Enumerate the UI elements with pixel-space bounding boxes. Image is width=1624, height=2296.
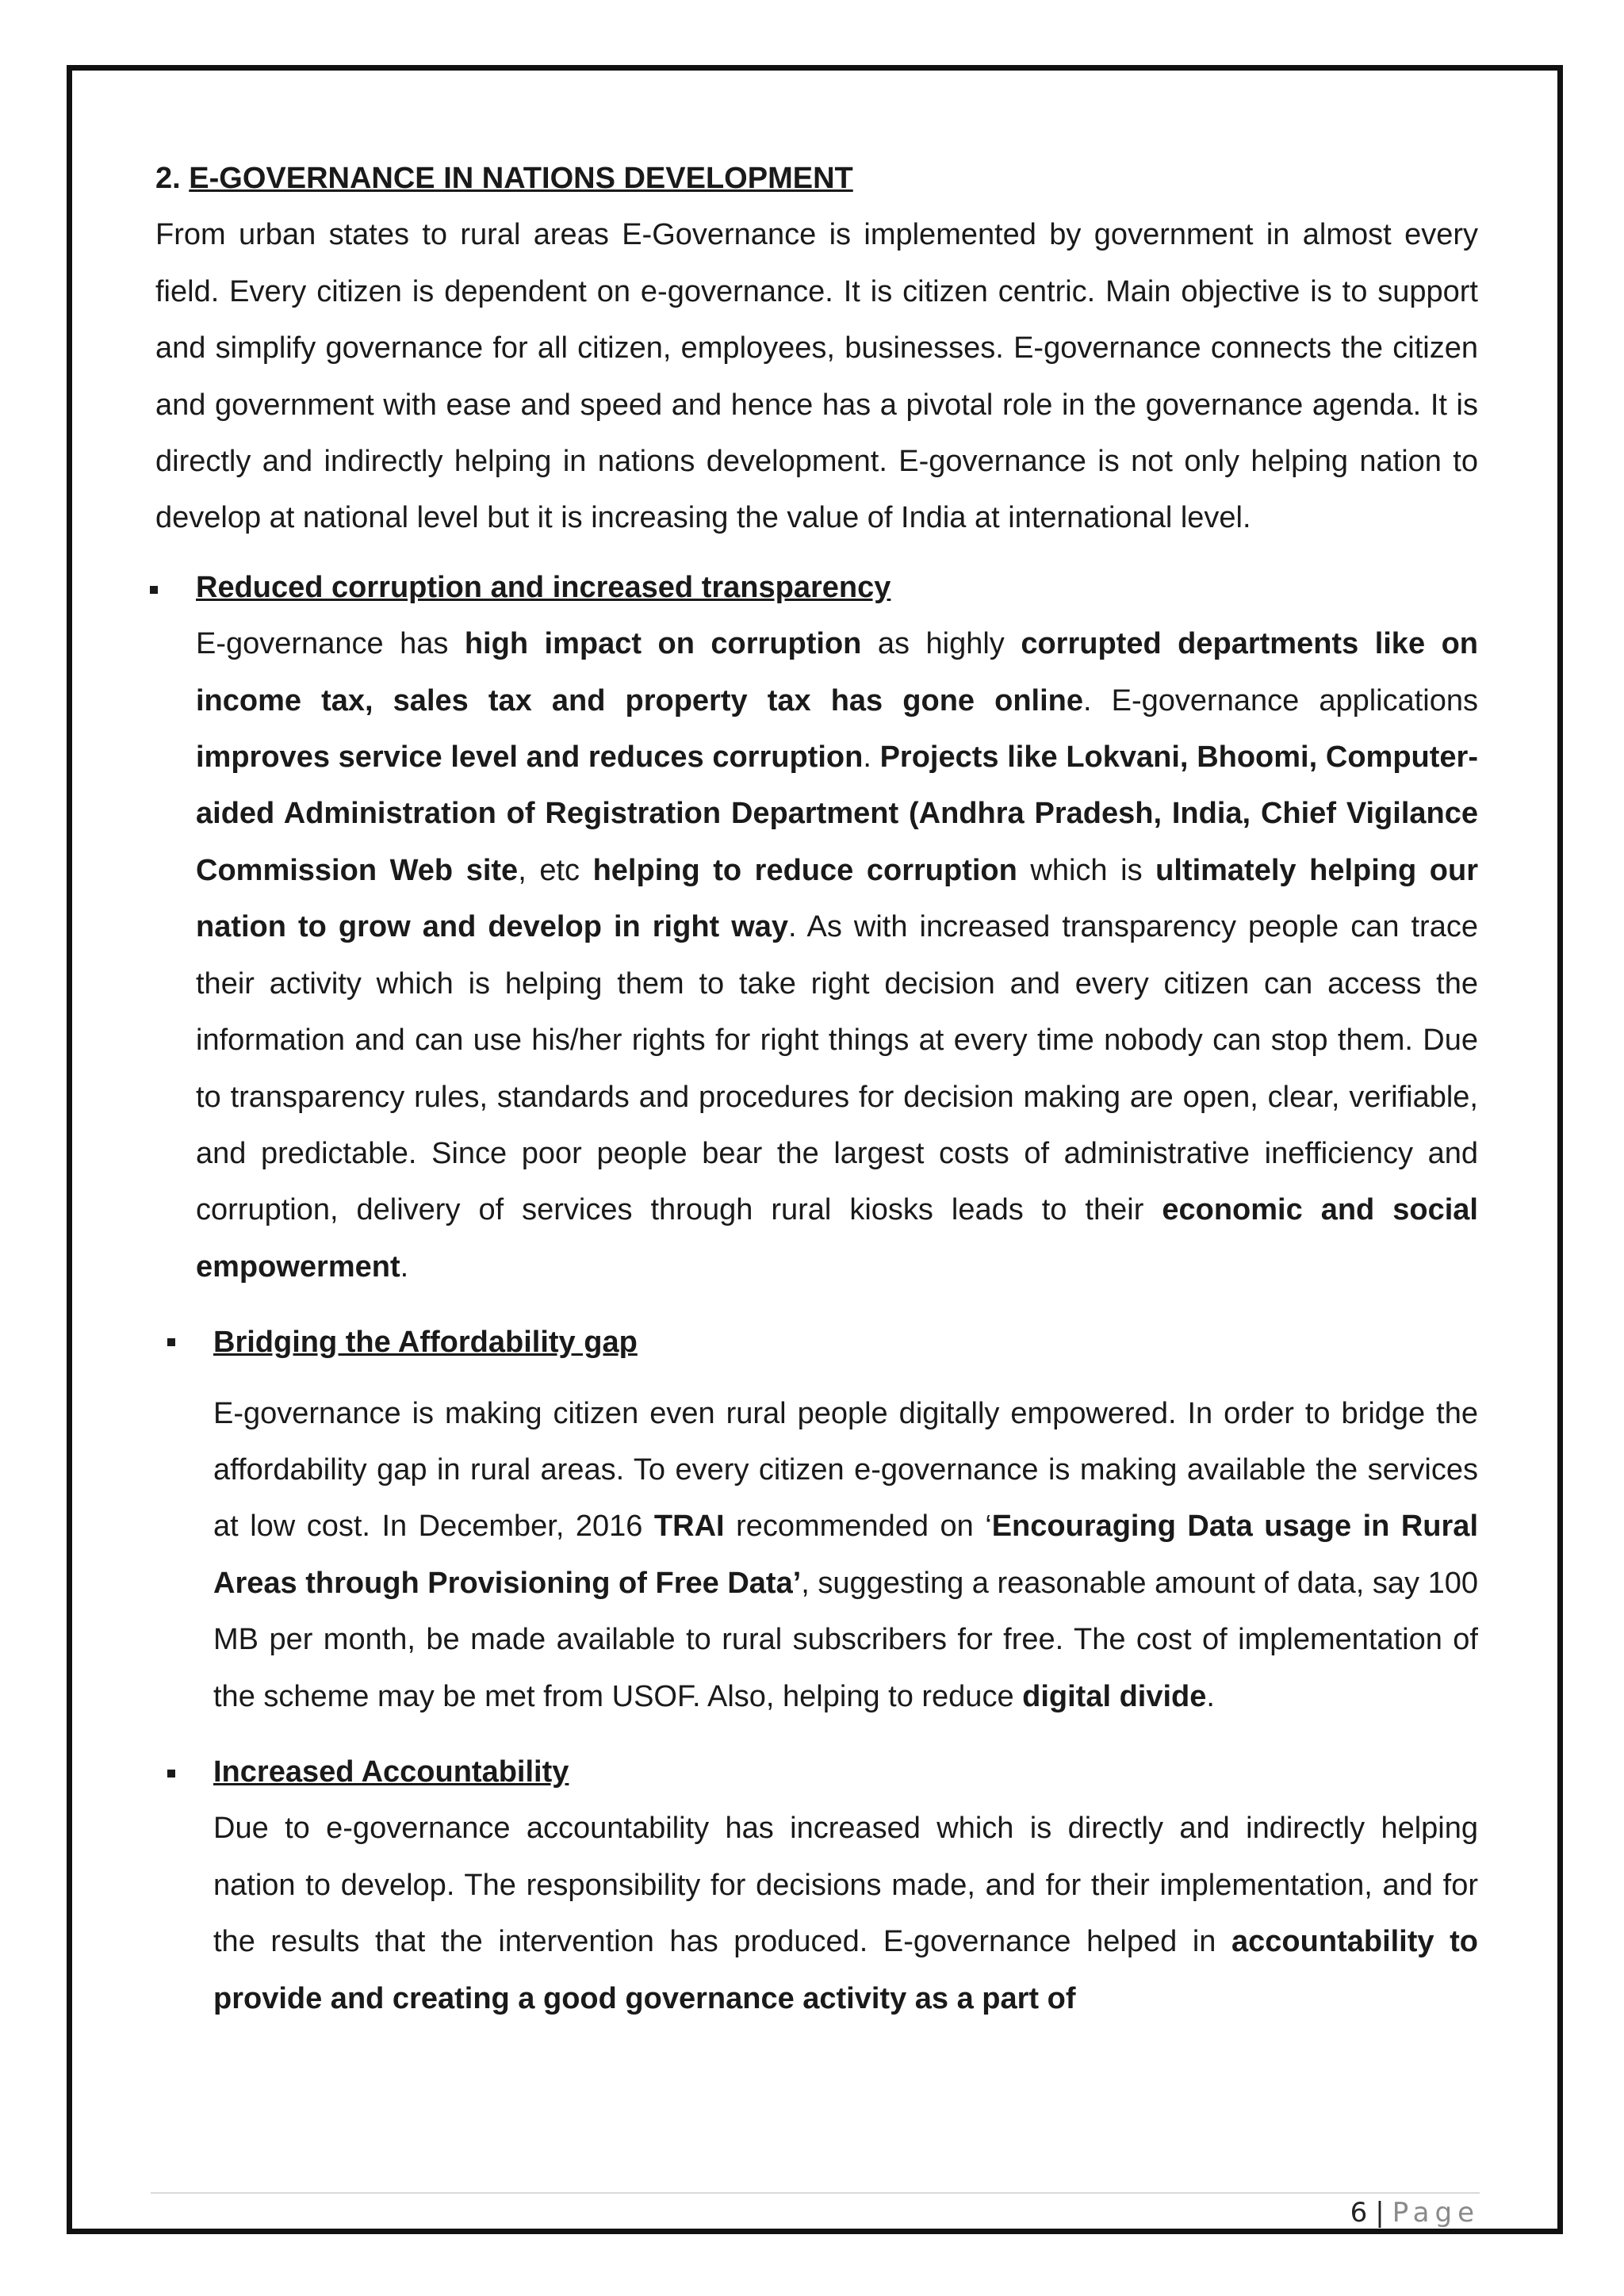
text-run: which is xyxy=(1017,853,1156,887)
section-body xyxy=(213,1800,1478,2027)
section-body xyxy=(213,1386,1478,1725)
bold-run: high impact on corruption xyxy=(464,627,862,661)
text-run: . E-governance applications xyxy=(1083,683,1479,718)
heading-number: 2. xyxy=(155,162,181,195)
bold-run: digital divide xyxy=(1022,1679,1207,1713)
heading-title: E-GOVERNANCE IN NATIONS DEVELOPMENT xyxy=(189,162,853,195)
section-body xyxy=(196,616,1478,1295)
bold-run: economic and social empowerment xyxy=(196,1193,1478,1284)
text-run: , suggesting a reasonable amount of data, say 100 MB per month, be made available to rural subscribers for free. The cost of implementation of the scheme may be met from USOF. Also, helping to reduce xyxy=(213,1566,1478,1713)
text-run: E-governance is making citizen even rural people digitally empowered. In order to bridge the affordability gap in rural areas. To every citizen e-governance is making available the services at low cost. In December, 2016 xyxy=(213,1396,1478,1544)
bold-run: helping to reduce corruption xyxy=(592,853,1017,887)
text-run: . As with increased transparency people can trace their activity which is helping them to take right decision and every citizen can access the information and can use his/her rights for right things at every time nobody can stop them. Due to transparency rules, standards and procedures for decision making are open, clear, verifiable, and predictable. Since poor people bear the largest costs of administrative inefficiency and corruption, delivery of services through rural kiosks leads to their xyxy=(196,910,1478,1227)
section-accountability xyxy=(155,1744,1478,2027)
section-transparency xyxy=(155,560,1478,1295)
section-title: Reduced corruption and increased transparency xyxy=(196,570,891,604)
text-run: . xyxy=(863,740,880,775)
bold-run: Encouraging Data usage in Rural Areas through Provisioning of Free Data’ xyxy=(213,1510,1478,1600)
text-run: E-governance has xyxy=(196,627,465,661)
text-run: , etc xyxy=(518,853,593,887)
intro-paragraph: From urban states to rural areas E-Governance is implemented by government in almost every field. Every citizen is dependent on e-governance. It is citizen centric. Main objective is to support and simplify governance for all citizen, employees, businesses. E-governance connects the citizen and government with ease and speed and hence has a pivotal role in the governance agenda. It is directly and indirectly helping in nations development. E-governance is not only helping nation to develop at national level but it is increasing the value of India at international level. xyxy=(155,218,1478,535)
section-heading xyxy=(155,151,1478,207)
bold-run: accountability to provide and creating a good governance activity as a part of xyxy=(213,1925,1478,2015)
text-run: . xyxy=(400,1249,409,1284)
text-run: . xyxy=(1206,1679,1215,1713)
page-label: Page xyxy=(1392,2197,1480,2229)
section-affordability xyxy=(155,1314,1478,1725)
section-title: Increased Accountability xyxy=(213,1755,569,1789)
bullet-icon xyxy=(167,1338,175,1346)
bullet-icon xyxy=(150,586,158,594)
footer-separator: | xyxy=(1375,2197,1385,2229)
text-run: recommended on ‘ xyxy=(724,1510,992,1544)
page-number: 6 xyxy=(1350,2197,1368,2229)
section-title: Bridging the Affordability gap xyxy=(213,1326,638,1360)
bold-run: TRAI xyxy=(653,1510,725,1544)
text-run: as highly xyxy=(861,627,1021,661)
page-content xyxy=(155,151,1478,2027)
text-run: Due to e-governance accountability has increased which is directly and indirectly helping nation to develop. The responsibility for decisions made, and for their implementation, and for the results that the intervention has produced. E-governance helped in xyxy=(213,1812,1478,1959)
bold-run: ultimately helping our nation to grow and develop in right way xyxy=(196,853,1478,944)
bold-run: Projects like Lokvani, Bhoomi, Computer-aided Administration of Registration Department (Andhra Pradesh, India, Chief Vigilance Commission Web site xyxy=(196,740,1478,887)
footer-divider xyxy=(151,2192,1480,2194)
bullet-icon xyxy=(167,1770,175,1777)
bold-run: corrupted departments like on income tax, sales tax and property tax has gone online xyxy=(196,627,1478,718)
page-footer xyxy=(1340,2193,1480,2233)
bold-run: improves service level and reduces corruption xyxy=(196,740,864,775)
